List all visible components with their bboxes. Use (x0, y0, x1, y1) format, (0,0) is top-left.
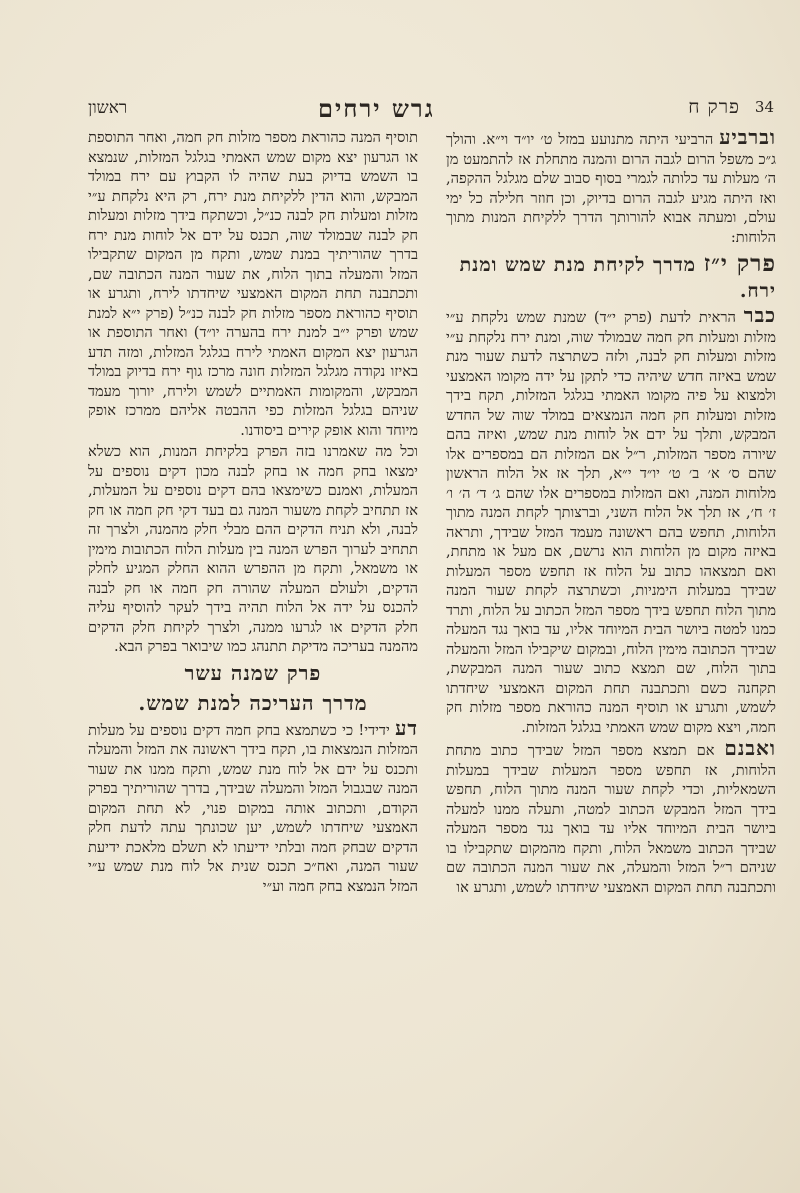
paragraph (446, 736, 776, 897)
paragraph-text: ידידי! כי כשתמצא בחק חמה דקים נוספים על מעלות המזלות הנמצאות בו, תקח בידך ראשונה את המזל והמעלה ותכנס על ידם אל לוח מנת שמש, ותקח ממנו את שעור המנה שבגבול המזל והמעלה שבידך, בדרך שהוריתיך בפרק הקודם, ותכתוב אותה במקום פנוי, לא תחת המקום האמצעי שיחדתו לשמש, יען שכונתך עתה לדעת חלק הדקים שבחק חמה ובלתי ידיעתו לא תשלם מלאכת ידיעת שעור המנה, ואח״כ תכנס שנית אל לוח מנת שמש ע״י המזל הנמצא בחק חמה וע״י (88, 721, 418, 895)
paragraph-text: אם תמצא מספר המזל שבידך כתוב מתחת הלוחות, אז תחפש מספר המעלות שבידך במעלות השמאליות, וכדי לקחת שעור המנה מתוך הלוח, תחפש בידך המזל המבקש הכתוב למטה, ותעלה ממנו למעלה ביושר הבית המיוחד אליו עד בואך נגד מספר המעלה שבידך הכתוב משמאל הלוח, ותקח מהמקום שתקבילו בו שניהם ר״ל המזל והמעלה, את שעור המנה הכתובה שם ותכתבנה תחת המקום האמצעי שיחדתו לשמש, ותגרע או (446, 742, 776, 896)
paragraph (88, 128, 418, 440)
running-head-title: גרש ירחים (318, 94, 435, 123)
lead-word: וברביע (719, 128, 776, 149)
paragraph (88, 442, 418, 657)
running-head-chapter: פרק ח (688, 96, 740, 118)
column-right (446, 128, 776, 1108)
paragraph-text: הרביעי היתה מתנועע במזל ט׳ יו״ד וי״א. והולך ג״כ משפל הרום לגבה הרום והמנה מתחלת אז להתמעט מן ה׳ מעלות עד כלותה לגמרי בסוף סבוב שלם מגלגל ההקפה, ואז היתה מגיע לגבה הרום בדיוק, וכן חוזר חלילה כל ימי עולם, ומעתה אבוא להורותך הדרך ללקיחת המנות מתוך הלוחות: (446, 131, 776, 246)
chapter-label: פרק שמנה עשר (184, 660, 322, 685)
paragraph-text: וכל מה שאמרנו בזה הפרק בלקיחת המנות, הוא כשלא ימצאו בחק חמה או בחק לבנה מכון דקים נוספים על המעלות, ואמנם כשימצאו בהם דקים נוספים על המעלות, אז תתחיב לקחת משעור המנה גם בעד דקי חק חמה או חק לבנה, ולא תניח הדקים ההם מבלי חלק מהמנה, ולצרך זה תתחיב לערוך הפרש המנה בין מעלות הלוח הכתובות מימין או משמאל, ותקח מן ההפרש ההוא החלק המגיע לחלק הדקים, ולעולם המעלה שהורה חק חמה או חק לבנה להכנס על ידה אל הלוח תהיה בידך לעקר להוסיף עליה חלק הדקים או לגרעו ממנה, ולצרך לקיחת חלק הדקים מהמנה בעריכה מדיקת תתנהג כמו שיבואר בפרק הבא. (88, 443, 418, 655)
paragraph (88, 715, 418, 897)
chapter-title: מדרך לקיחת מנת שמש ומנת ירח. (459, 254, 776, 302)
lead-word: ואבנם (724, 736, 776, 760)
lead-word: דע (395, 715, 418, 740)
paragraph (446, 303, 776, 737)
running-head-section: ראשון (88, 98, 128, 118)
lead-word: כבר (743, 303, 776, 327)
paragraph-text: הראית לדעת (פרק י״ד) שמנת שמש נלקחת ע״י מזלות ומעלות חק חמה שבמולד שוה, ומנת ירח נלקחת ע״י מזלות ומעלות חק לבנה, ולזה כשתרצה לדעת שעור מנת שמש באיזה חדש שיהיה כדי לתקן על ידה מקומו האמצעי ולמצוא על פיה מקומו האמתי בגלגל המזלות, תקח בידך מזלות ומעלות חק חמה הנמצאים במולד שוה של החדש המבקש, ותלך על ידם אל לוחות מנת שמש, ואיזה בהם שיורה מספר המזלות, ר״ל אם המזלות הם במספרים אלו שהם ס׳ א׳ ב׳ ט׳ יו״ד י״א, תלך אז אל הלוח הראשון מלוחות המנה, ואם המזלות במספרים אלו שהם ג׳ ד׳ ה׳ ו׳ ז׳ ח׳, אז תלך אל הלוח השני, וברצותך לקחת המנה מתוך הלוחות, תחפש בהם ראשונה מעמד המזל שבידך, ותראה באיזה מקום מן הלוחות הוא נרשם, אם מעל או מתחת, ואם תמצאהו כתוב על הלוח אז תחפש מספר המעלות שבידך במעלות הימניות, וכשתרצה לקחת שעור המנה מתוך הלוח תחפש בידך מספר המזל הכתוב על הלוח, ותרד כמנו למטה ביושר הבית המיוחד אליו, עד בואך נגד המעלה שבידך הכתובה מימין הלוח, ובמקום שיקבילו המזל והמעלה בתוך הלוח, שם תמצא כתוב שעור המנה המבקשת, תקחנה כשם ותכתבנה תחת המקום האמצעי שיחדתו לשמש, ותגרע או תוסיף המנה כהוראת מספר מזלות חק חמה, ויצא מקום שמש האמתי בגלגל המזלות. (446, 309, 776, 736)
chapter-label: פרק י״ז (703, 250, 776, 277)
column-left (88, 128, 418, 1108)
text-columns (88, 128, 776, 1108)
chapter-title: מדרך העריכה למנת שמש. (138, 690, 368, 715)
running-head (88, 96, 776, 126)
paragraph (446, 128, 776, 247)
page-number: 34 (754, 98, 774, 116)
paragraph-text: תוסיף המנה כהוראת מספר מזלות חק חמה, ואחר התוספת או הגרעון יצא מקום שמש האמתי בגלגל המזלות, שנמצא בו השמש בדיוק בעת שהיה לו הקבוץ עם ירח במולד המבקש, והוא הדין ללקיחת מנת ירח, רק היא נלקחת ע״י מזלות ומעלות חק לבנה כנ״ל, וכשתקח בידך מזלות ומעלות חק לבנה שבמולד שוה, תכנס על ידם אל לוחות מנת ירח בדרך שהוריתיך במנת שמש, ותקח מן המקום שתקבילו המזל והמעלה בתוך הלוח, את שעור המנה הכתובה שם, ותכתבנה תחת המקום האמצעי שיחדתו לירח, ותגרע או תוסיף כהוראת מספר מזלות חק לבנה כנ״ל (פרק י״א למנת שמש ופרק י״ב למנת ירח בהערה יו״ד) ואחר התוספת או הגרעון יצא המקום האמתי לירח בגלגל המזלות, ומזה תדע באיזו נקודה מגלגל המזלות חונה מרכז גוף ירח בדיוק במולד המבקש, והמקומות האמתיים לשמש ולירח, יורוך מעמד שניהם בגלגל המזלות כפי ההבטה אליהם ממרכז אופק מיוחד והוא אופק קירים ביסודנו. (88, 129, 418, 439)
chapter-heading (446, 251, 776, 304)
